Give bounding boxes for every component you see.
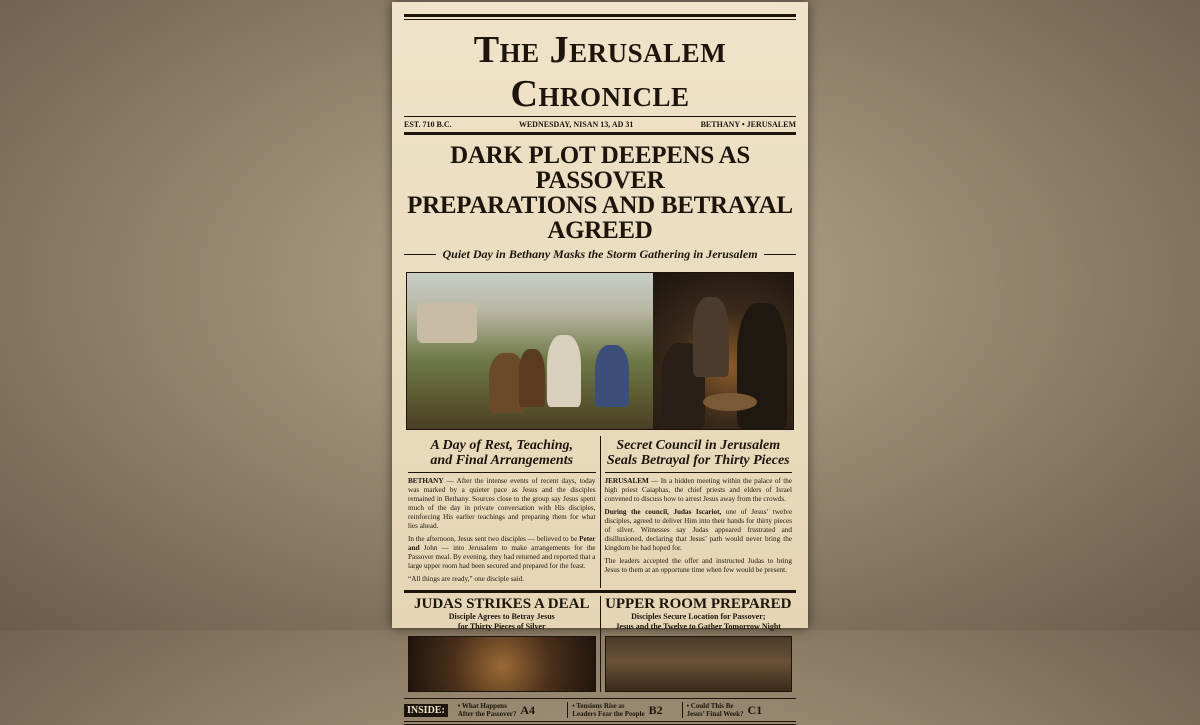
upper-room-box	[600, 596, 797, 692]
judas-deal-image	[408, 636, 596, 692]
lower-boxes	[404, 596, 796, 692]
dateline	[404, 117, 796, 132]
left-story-headline	[408, 438, 596, 468]
inside-item-line2: Jesus’ Final Week?	[686, 710, 744, 718]
upper-room-box-subhead-line1: Disciples Secure Location for Passover;	[631, 612, 766, 621]
subhead-rule-right	[764, 254, 796, 255]
right-story-p3: The leaders accepted the offer and instructed Judas to bring Jesus to them at an opportune time when few would be present.	[604, 557, 792, 574]
lead-headline	[404, 143, 796, 243]
figure-elder	[693, 297, 729, 377]
left-story-p2-rest: John — into Jerusalem to make arrangements for the Passover meal. By evening, they had returned and reported that a large upper room had been secured and prepared for the feast.	[408, 544, 596, 570]
inside-bar	[404, 698, 796, 722]
right-story	[600, 436, 797, 588]
dateline-rule	[404, 132, 796, 135]
inside-item-line2: Leaders Fear the People	[572, 710, 645, 718]
left-story-rule	[408, 472, 596, 473]
figure-disciple	[519, 349, 545, 407]
upper-room-box-subhead	[605, 612, 793, 632]
left-story-p2	[408, 535, 596, 571]
figure-disciple	[595, 345, 629, 407]
right-story-headline	[605, 438, 793, 468]
inside-item-page: A4	[520, 703, 536, 717]
inside-item	[454, 702, 567, 718]
figure-jesus	[547, 335, 581, 407]
judas-box	[404, 596, 600, 692]
left-story-p2-names: Peter and	[408, 535, 596, 552]
right-story-p2	[605, 508, 793, 553]
table-with-coins	[703, 393, 757, 411]
story-columns	[404, 436, 796, 588]
right-story-p2-lead: During the council, Judas Iscariot,	[604, 508, 722, 516]
lead-headline-line2: PREPARATIONS AND BETRAYAL AGREED	[407, 192, 793, 244]
left-story-dateline: BETHANY	[408, 477, 444, 485]
top-rule	[404, 14, 796, 17]
established: EST. 710 B.C.	[404, 120, 452, 129]
judas-box-headline: JUDAS STRIKES A DEAL	[414, 596, 590, 612]
inside-item-line1: • What Happens	[457, 702, 507, 710]
figure-priest	[737, 303, 787, 429]
left-story-p1	[408, 477, 596, 531]
newspaper-page	[392, 2, 808, 718]
left-story	[404, 436, 600, 588]
council-scene-image	[653, 273, 793, 429]
inside-item-line2: After the Passover?	[457, 710, 517, 718]
right-story-headline-line1: Secret Council in Jerusalem	[616, 438, 781, 453]
inside-item	[682, 702, 796, 718]
inside-item	[567, 702, 681, 718]
bethany-scene-image	[407, 273, 653, 429]
lower-rule	[404, 590, 796, 593]
subhead-row	[404, 247, 796, 262]
hero-illustration	[406, 272, 794, 430]
left-story-p2-start: In the afternoon, Jesus sent two disciples — believed to be	[408, 535, 580, 543]
judas-box-subhead	[408, 612, 596, 632]
inside-label: INSIDE:	[404, 704, 448, 717]
right-story-p1	[605, 477, 793, 504]
top-rule-thin	[404, 19, 796, 20]
right-story-p1-text: — In a hidden meeting within the palace of the high priest Caiaphas, the chief priests and elders of Israel convened to discuss how to arrest Jesus away from the crowds.	[604, 477, 792, 503]
inside-item-line1: • Could This Be	[686, 702, 734, 710]
left-story-quote: “All things are ready,” one disciple said.	[408, 575, 525, 583]
masthead: The Jerusalem Chronicle	[473, 29, 727, 115]
upper-room-box-headline: UPPER ROOM PREPARED	[605, 596, 792, 612]
issue-date: WEDNESDAY, NISAN 13, AD 31	[518, 120, 634, 129]
inside-item-page: C1	[747, 703, 763, 717]
locations: BETHANY • JERUSALEM	[700, 120, 796, 129]
left-story-headline-line1: A Day of Rest, Teaching,	[430, 438, 574, 453]
left-story-headline-line2: and Final Arrangements	[430, 453, 574, 468]
upper-room-image	[605, 636, 793, 692]
city-walls	[417, 303, 477, 343]
inside-item-page: B2	[648, 703, 663, 717]
right-story-dateline: JERUSALEM	[604, 477, 649, 485]
judas-box-subhead-line2: for Thirty Pieces of Silver	[457, 622, 546, 631]
inside-item-line1: • Tensions Rise as	[572, 702, 625, 710]
judas-box-subhead-line1: Disciple Agrees to Betray Jesus	[448, 612, 555, 621]
upper-room-box-subhead-line2: Jesus and the Twelve to Gather Tomorrow Night	[615, 622, 781, 631]
left-story-p1-text: — After the intense events of recent days, today was marked by a quieter pace as Jesus and the disciples remained in Bethany. Sources close to the group say Jesus spent much of the day in private conversation with His disciples, reinforcing His earlier teachings and preparing them for what lies ahead.	[408, 477, 596, 530]
lead-subhead: Quiet Day in Bethany Masks the Storm Gathering in Jerusalem	[442, 247, 758, 261]
lead-headline-line1: DARK PLOT DEEPENS AS PASSOVER	[450, 142, 750, 194]
right-story-headline-line2: Seals Betrayal for Thirty Pieces	[606, 453, 790, 468]
subhead-rule-left	[404, 254, 436, 255]
right-story-p2-text: one of Jesus’ twelve disciples, agreed to deliver Him into their hands for thirty pieces of silver. Witnesses say Judas appeared frustrated and disillusioned, declaring that Jesus’ path would never bring the kingdom he had hoped for.	[604, 508, 793, 552]
right-story-rule	[605, 472, 793, 473]
